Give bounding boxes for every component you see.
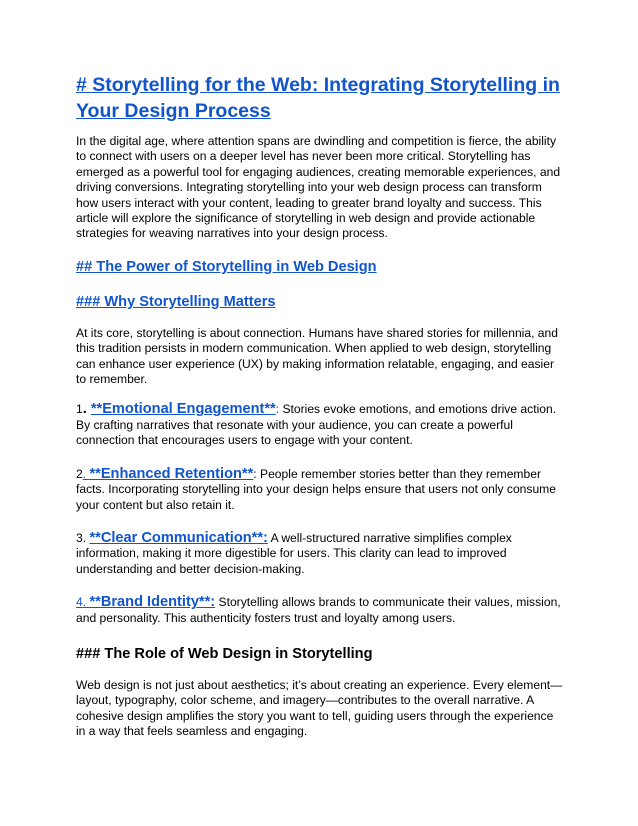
list-item-number[interactable]: 4 xyxy=(76,595,83,610)
list-item-number-suffix: . xyxy=(82,401,91,418)
list-item-brand-identity xyxy=(76,595,566,626)
list-item-text: Stories evoke emotions, and emotions drive action. By crafting narratives that resonate with your audience, you can create a powerful connection that encourages users to engage with your content. xyxy=(76,402,557,448)
list-item-enhanced-retention xyxy=(76,467,566,513)
document-page xyxy=(76,72,566,755)
page-title[interactable]: # Storytelling for the Web: Integrating Storytelling in Your Design Process xyxy=(76,74,560,122)
enhanced-retention-link[interactable]: **Enhanced Retention** xyxy=(89,465,254,482)
list-item-separator: : xyxy=(253,466,257,481)
why-storytelling-paragraph: At its core, storytelling is about connection. Humans have shared stories for millennia, and this tradition persists in modern communication. When applied to web design, storytelling can enhance user experience (UX) by making information relatable, engaging, and easier to remember. xyxy=(76,325,558,387)
list-item-number-suffix[interactable]: . xyxy=(82,595,90,610)
role-of-web-design-paragraph: Web design is not just about aesthetics; it’s about creating an experience. Every element—layout, typography, color scheme, and imagery—contributes to the overall narrative. A cohesive design amplifies the story you want to tell, guiding users through the experience in a way that feels seamless and engaging. xyxy=(76,677,563,739)
list-item-number: 2 xyxy=(76,466,83,481)
list-item-number: 3 xyxy=(76,530,83,545)
intro-paragraph: In the digital age, where attention spans are dwindling and competition is fierce, the ability to connect with users on a deeper level has never been more critical. Storytelling has emerged as a powerful tool for engaging audiences, creating memorable experiences, and driving conversions. Integrating storytelling into your web design process can transform how users interact with your content, leading to greater brand loyalty and success. This article will explore the significance of storytelling in web design and provide actionable strategies for weaving narratives into your design process. xyxy=(76,134,561,241)
list-item-text: A well-structured narrative simplifies complex information, making it more digestible for users. This clarity can lead to improved understanding and better decision-making. xyxy=(76,530,512,576)
brand-identity-link[interactable]: **Brand Identity**: xyxy=(89,594,216,611)
clear-communication-link[interactable]: **Clear Communication**: xyxy=(89,529,268,546)
subsection-heading-role-of-web-design: ### The Role of Web Design in Storytelling xyxy=(76,645,373,662)
list-item-text: People remember stories better than they remember facts. Incorporating storytelling into your design helps ensure that users not only consume your content but also retain it. xyxy=(76,466,556,512)
emotional-engagement-link[interactable]: **Emotional Engagement** xyxy=(90,401,276,418)
section-heading-power-of-storytelling[interactable]: ## The Power of Storytelling in Web Design xyxy=(76,258,377,275)
list-item-clear-communication xyxy=(76,531,566,577)
list-item-emotional-engagement xyxy=(76,402,566,448)
list-item-number-suffix: . xyxy=(82,530,90,545)
list-item-number: 1 xyxy=(76,402,83,417)
list-item-separator: : xyxy=(275,402,280,417)
list-item-text: Storytelling allows brands to communicate their values, mission, and personality. This authenticity fosters trust and loyalty among users. xyxy=(76,595,561,625)
subsection-heading-why-storytelling-matters[interactable]: ### Why Storytelling Matters xyxy=(76,293,276,310)
list-item-number-suffix[interactable]: . xyxy=(82,466,90,481)
